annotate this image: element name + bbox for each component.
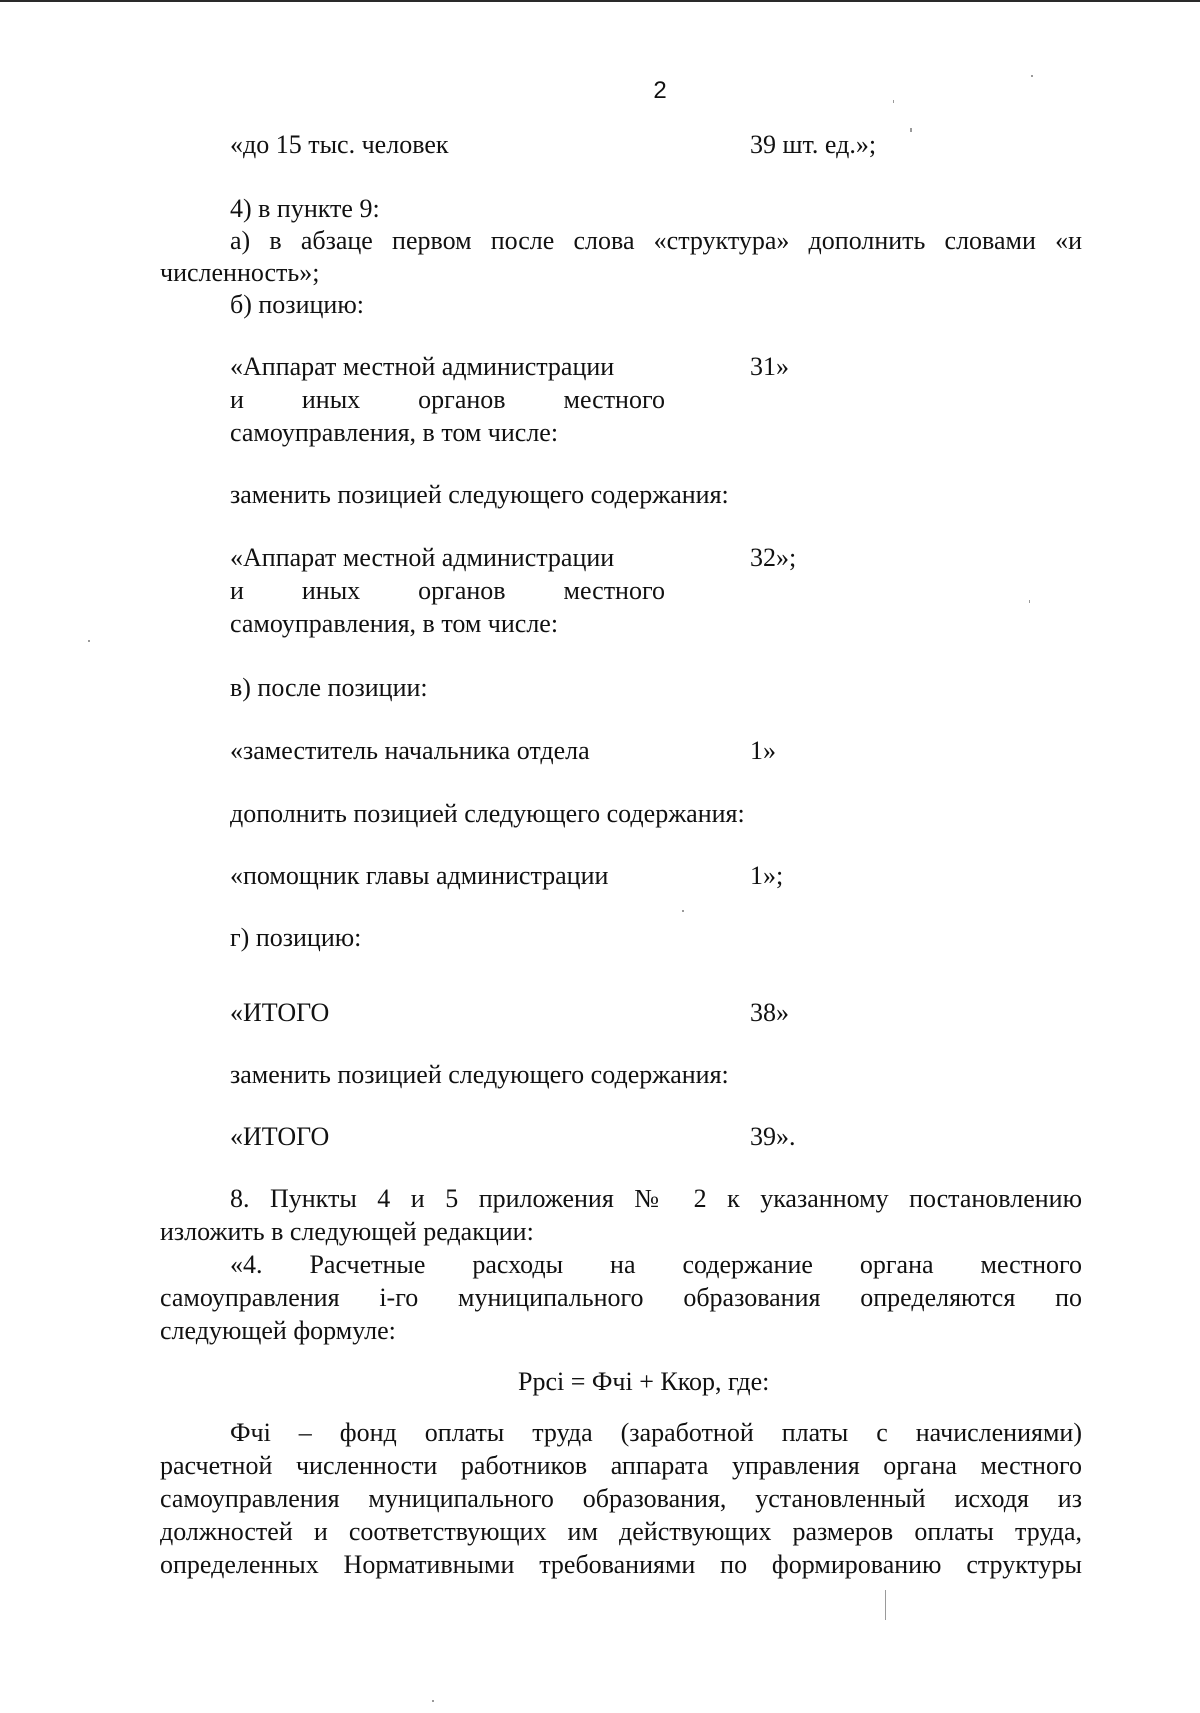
position-6-value: 39». [750,1122,796,1151]
position-1-line1: «Аппарат местной администрации [230,352,615,381]
formula: Ррсi = Фчi + Ккор, где: [518,1367,770,1396]
scan-top-border [0,0,1200,2]
paragraph-8-line1: 8. Пункты 4 и 5 приложения № 2 к указанному постановлению [230,1184,1082,1213]
clause-4-line1: «4. Расчетные расходы на содержание органа местного [230,1250,1082,1279]
position-1-line3: самоуправления, в том числе: [230,418,559,447]
position-3-value: 1» [750,736,776,765]
item-4-heading: 4) в пункте 9: [230,194,380,223]
line-population: «до 15 тыс. человек [230,130,449,159]
scan-speck [893,100,894,103]
definition-line1: Фчi – фонд оплаты труда (заработной платы с начислениями) [230,1418,1082,1447]
line-population-value: 39 шт. ед.»; [750,130,877,159]
scan-speck [432,1700,434,1702]
paragraph-8-line2: изложить в следующей редакции: [160,1217,534,1246]
position-2-line3: самоуправления, в том числе: [230,609,559,638]
position-5-text: «ИТОГО [230,998,330,1027]
position-4-value: 1»; [750,861,784,890]
add-instruction: дополнить позицией следующего содержания: [230,799,745,828]
position-1-line2: и иных органов местного [230,385,665,414]
sub-a-line2: численность»; [160,258,320,287]
scan-speck [682,910,684,912]
sub-a-line1: а) в абзаце первом после слова «структура» дополнить словами «и [230,226,1082,255]
position-1-value: 31» [750,352,789,381]
scan-speck [88,640,90,642]
clause-4-line3: следующей формуле: [160,1316,396,1345]
definition-line2: расчетной численности работников аппарата управления органа местного [160,1451,1082,1480]
clause-4-line2: самоуправления i-го муниципального образования определяются по [160,1283,1082,1312]
page-number: 2 [653,77,667,104]
scan-speck [885,1590,886,1620]
position-2-line2: и иных органов местного [230,576,665,605]
definition-line4: должностей и соответствующих им действующих размеров оплаты труда, [160,1517,1082,1546]
replace-instruction-2: заменить позицией следующего содержания: [230,1060,729,1089]
sub-b-heading: б) позицию: [230,290,364,319]
replace-instruction-1: заменить позицией следующего содержания: [230,480,729,509]
position-3-text: «заместитель начальника отдела [230,736,590,765]
definition-line3: самоуправления муниципального образования, установленный исходя из [160,1484,1082,1513]
scan-speck [1031,75,1033,77]
position-6-text: «ИТОГО [230,1122,330,1151]
position-5-value: 38» [750,998,789,1027]
position-2-value: 32»; [750,543,797,572]
sub-v-heading: в) после позиции: [230,673,428,702]
sub-g-heading: г) позицию: [230,923,362,952]
scan-speck [910,128,912,132]
definition-line5: определенных Нормативными требованиями по формированию структуры [160,1550,1082,1579]
position-2-line1: «Аппарат местной администрации [230,543,615,572]
position-4-text: «помощник главы администрации [230,861,609,890]
scan-speck [1029,600,1030,603]
